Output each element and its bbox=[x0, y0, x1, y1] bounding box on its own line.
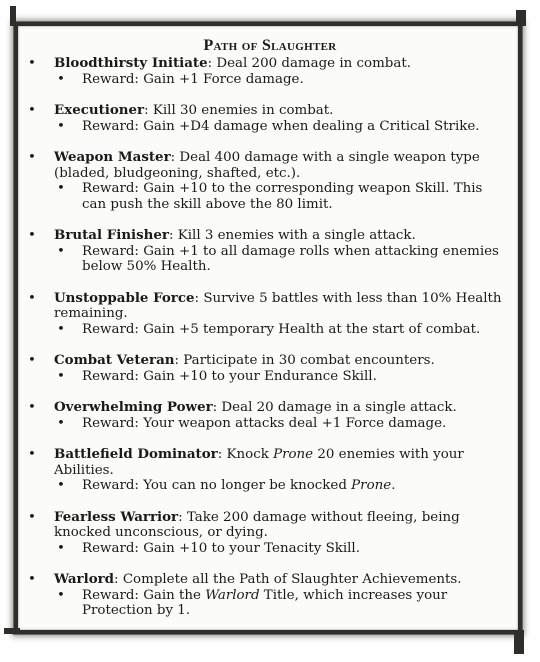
reward-text: Reward: Gain +10 to your Endurance Skill. bbox=[82, 368, 377, 384]
bullet: • bbox=[28, 447, 36, 462]
bullet: • bbox=[57, 415, 65, 431]
frame-corner-bottom-left bbox=[4, 628, 20, 634]
achievement-description: : Take 200 damage without fleeing, being knocked unconscious, or dying. bbox=[54, 509, 460, 540]
achievement-description: 20 enemies with your Abilities. bbox=[54, 447, 464, 478]
achievement-item bbox=[28, 399, 504, 431]
achievement-description: : Deal 200 damage in combat. bbox=[207, 56, 411, 71]
reward-text: Reward: Gain +D4 damage when dealing a Critical Strike. bbox=[82, 118, 480, 134]
achievement-description: : Deal 400 damage with a single weapon type (bladed, bludgeoning, shafted, etc.). bbox=[54, 150, 480, 181]
achievement-reward bbox=[54, 322, 504, 338]
reward-text: Reward: Gain +10 to your Tenacity Skill. bbox=[82, 540, 360, 556]
achievement-description: : Complete all the Path of Slaughter Achievements. bbox=[114, 572, 462, 587]
achievement-reward bbox=[54, 369, 504, 385]
bullet: • bbox=[57, 368, 65, 384]
bullet: • bbox=[57, 321, 65, 337]
achievement-description: : Knock bbox=[217, 447, 274, 462]
achievement-item bbox=[28, 227, 504, 275]
bullet: • bbox=[57, 181, 65, 196]
achievement-item bbox=[28, 571, 504, 619]
frame-corner-top-right bbox=[516, 10, 526, 26]
reward-text: Reward: Gain +5 temporary Health at the start of combat. bbox=[82, 321, 481, 337]
achievement-name: Brutal Finisher bbox=[54, 227, 169, 243]
achievement-name: Weapon Master bbox=[54, 149, 171, 165]
page-title: Path of Slaughter bbox=[203, 37, 337, 54]
bullet: • bbox=[28, 353, 36, 368]
achievement-description: : Survive 5 battles with less than 10% Health remaining. bbox=[54, 290, 502, 321]
bullet: • bbox=[57, 71, 65, 87]
reward-text: Reward: Gain the bbox=[82, 587, 206, 603]
reward-text: . bbox=[391, 478, 396, 493]
achievement-item bbox=[28, 55, 504, 87]
bullet: • bbox=[28, 290, 36, 306]
prone-term: Prone bbox=[273, 447, 314, 462]
frame-corner-top-left bbox=[10, 6, 16, 26]
achievement-name: Bloodthirsty Initiate bbox=[54, 55, 208, 71]
reward-text: Reward: Gain +1 Force damage. bbox=[82, 71, 304, 87]
achievement-item bbox=[28, 352, 504, 384]
achievement-name: Combat Veteran bbox=[54, 352, 175, 368]
achievement-reward bbox=[54, 72, 504, 88]
bullet: • bbox=[28, 400, 36, 415]
achievement-reward bbox=[54, 588, 504, 619]
frame-corner-bottom-right bbox=[514, 630, 524, 654]
bullet: • bbox=[57, 243, 65, 259]
achievement-name: Battlefield Dominator bbox=[54, 446, 218, 462]
reward-text: Reward: Your weapon attacks deal +1 Force damage. bbox=[82, 415, 447, 431]
achievement-reward bbox=[54, 416, 504, 432]
reward-text: Reward: Gain +1 to all damage rolls when attacking enemies below 50% Health. bbox=[82, 243, 499, 274]
achievement-item bbox=[28, 289, 504, 338]
achievement-reward bbox=[54, 478, 504, 494]
achievement-item bbox=[28, 149, 504, 212]
bullet: • bbox=[57, 118, 65, 134]
achievement-description: : Kill 3 enemies with a single attack. bbox=[168, 228, 416, 243]
bullet: • bbox=[28, 56, 36, 71]
reward-text: Reward: Gain +10 to the corresponding weapon Skill. This can push the skill above the 80 limit. bbox=[82, 181, 483, 212]
prone-term: Prone bbox=[351, 478, 392, 493]
achievement-name: Warlord bbox=[54, 571, 115, 587]
warlord-title-term: Warlord bbox=[205, 587, 260, 603]
bullet: • bbox=[28, 228, 36, 243]
bullet: • bbox=[57, 540, 65, 556]
achievement-item bbox=[28, 508, 504, 557]
achievement-list bbox=[28, 55, 504, 635]
achievement-reward bbox=[54, 119, 504, 135]
achievement-description: : Deal 20 damage in a single attack. bbox=[212, 400, 457, 415]
achievement-item bbox=[28, 446, 504, 494]
bullet: • bbox=[28, 572, 36, 587]
bullet: • bbox=[57, 587, 65, 603]
achievement-reward bbox=[54, 244, 504, 275]
reward-text: Reward: You can no longer be knocked bbox=[82, 478, 352, 493]
bullet: • bbox=[57, 478, 65, 493]
achievement-item bbox=[28, 102, 504, 134]
achievement-name: Overwhelming Power bbox=[54, 399, 213, 415]
bullet: • bbox=[28, 509, 36, 525]
achievement-description: : Kill 30 enemies in combat. bbox=[144, 103, 334, 118]
achievement-name: Fearless Warrior bbox=[54, 508, 179, 525]
achievement-name: Executioner bbox=[54, 102, 145, 118]
reward-text: Title, which increases your Protection by 1. bbox=[82, 587, 448, 618]
achievement-name: Unstoppable Force bbox=[54, 289, 195, 306]
bullet: • bbox=[28, 150, 36, 165]
bullet: • bbox=[28, 103, 36, 118]
achievement-reward bbox=[54, 181, 504, 212]
achievement-reward bbox=[54, 541, 504, 557]
achievement-description: : Participate in 30 combat encounters. bbox=[174, 353, 435, 368]
